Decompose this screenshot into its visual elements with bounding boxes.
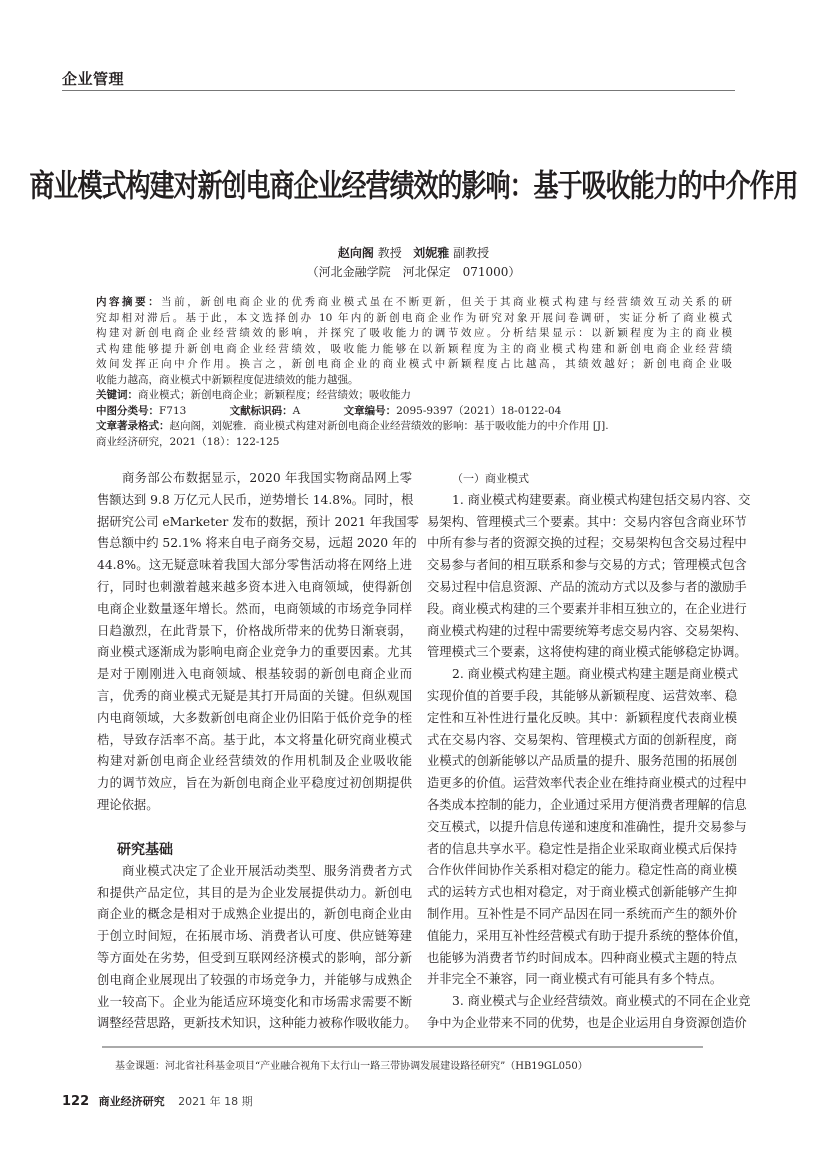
- abstract-label: 内容摘要：: [96, 296, 162, 308]
- author-name: 赵向阁: [337, 246, 374, 260]
- paragraph-themes: [427, 664, 747, 991]
- text-line: 交易参与者间的相互联系和参与交易的方式；管理模式包含: [427, 558, 747, 573]
- basis-paragraph: [97, 861, 417, 1035]
- abstract-line: [96, 373, 732, 389]
- abstract-line: [96, 311, 732, 327]
- text-line: 易架构、管理模式三个要素。其中：交易内容包含商业环节: [427, 514, 747, 529]
- abstract-text: 构建对新创电商企业经营绩效的影响，并探究了吸收能力的调节效应。分析结果显示：以新颖程度为主的商业模: [96, 327, 732, 339]
- text-line: 于创立时间短，在拓展市场、消费者认可度、供应链筹建: [97, 929, 412, 944]
- doc-code-value: A: [292, 404, 301, 417]
- clc-value: F713: [159, 404, 187, 417]
- affiliation: （河北金融学院 河北保定 071000）: [306, 265, 521, 279]
- abstract-line: [96, 295, 732, 311]
- text-line: 售总额中约 52.1% 将来自电子商务交易，远超 2020 年的: [97, 536, 417, 551]
- text-line: 构建对新创电商企业经营绩效的作用机制及企业吸收能: [97, 754, 412, 769]
- text-line: 和提供产品定位，其目的是为企业发展提供动力。新创电: [97, 885, 412, 900]
- article-number-value: 2095-9397（2021）18-0122-04: [396, 404, 562, 417]
- text-line: 理论依据。: [97, 797, 159, 812]
- page-number: 122: [62, 1094, 90, 1109]
- abstract-text: 效间发挥正向中介作用。换言之，新创电商企业的商业模式中新颖程度占比越高，其绩效越好；新创电商企业吸: [96, 358, 732, 370]
- text-line: 交易过程中信息资源、产品的流动方式以及参与者的激励手: [427, 579, 747, 594]
- paragraph-elements: [427, 490, 751, 664]
- doc-code-label: 文献标识码：: [229, 404, 293, 417]
- citation: [96, 419, 732, 435]
- right-column: [427, 468, 751, 1035]
- text-line: 中所有参与者的资源交换的过程；交易架构包含交易过程中: [427, 536, 747, 551]
- abstract-line: [96, 342, 732, 358]
- abstract-text: 式构建能够提升新创电商企业经营绩效，吸收能力能够在以新颖程度为主的商业模式构建和新创电商企业经营绩: [96, 342, 732, 355]
- text-line: 造更多的价值。运营效率代表企业在维持商业模式的过程中: [427, 776, 747, 791]
- text-line: 等方面处在劣势，但受到互联网经济模式的影响，部分新: [97, 950, 412, 965]
- author-role: 教授: [377, 246, 402, 260]
- text-line: 商务部公布数据显示，2020 年我国实物商品网上零: [122, 471, 412, 485]
- clc-label: 中图分类号：: [96, 404, 159, 417]
- subsection-heading: （一）商业模式: [452, 472, 529, 485]
- abstract-block: [96, 295, 732, 450]
- abstract-text: 究却相对滞后。基于此，本文选择创办 10 年内的新创电商企业作为研究对象开展问卷调研，实证分析了商业模式: [96, 311, 732, 324]
- text-line: 内电商领域，大多数新创电商企业仍旧陷于低价竞争的桎: [97, 710, 412, 725]
- text-line: 业一较高下。企业为能适应环境变化和市场需求需要不断: [97, 994, 412, 1009]
- text-line: 调整经营思路，更新技术知识，这种能力被称作吸收能力。: [97, 1016, 417, 1031]
- keywords: [96, 388, 732, 404]
- text-line: 商业模式逐渐成为影响电商企业竞争力的重要因素。尤其: [97, 645, 412, 660]
- text-line: 2. 商业模式构建主题。商业模式构建主题是商业模式: [452, 667, 739, 682]
- text-line: 也能够为消费者节约时间成本。四种商业模式主题的特点: [427, 950, 737, 965]
- text-line: 言，优秀的商业模式无疑是其打开局面的关键。但纵观国: [97, 688, 412, 703]
- section-heading: 研究基础: [117, 841, 173, 858]
- text-line: 据研究公司 eMarketer 发布的数据，预计 2021 年我国零: [97, 514, 419, 529]
- abstract-text: 当前，新创电商企业的优秀商业模式虽在不断更新，但关于其商业模式构建与经营绩效互动关系的研: [161, 296, 732, 308]
- text-line: 管理模式三个要素，这将使构建的商业模式能够稳定协调。: [427, 645, 747, 660]
- text-line: 创电商企业展现出了较强的市场竞争力，并能够与成熟企: [97, 972, 412, 987]
- text-line: 梏，导致存活率不高。基于此，本文将量化研究商业模式: [97, 732, 412, 747]
- text-line: 售额达到 9.8 万亿元人民币，逆势增长 14.8%。同时，根: [97, 492, 414, 507]
- text-line: 值能力，采用互补性经营模式有助于提升系统的整体价值，: [427, 928, 747, 943]
- text-line: 1. 商业模式构建要素。商业模式构建包括交易内容、交: [452, 492, 751, 507]
- keywords-label: 关键词：: [96, 389, 138, 401]
- text-line: 商业模式决定了企业开展活动类型、服务消费者方式: [122, 863, 412, 878]
- text-line: 者的信息共享水平。稳定性是指企业采取商业模式后保持: [427, 841, 737, 856]
- text-line: 各类成本控制的能力，企业通过采用方便消费者理解的信息: [427, 797, 747, 812]
- text-line: 段。商业模式构建的三个要素并非相互独立的，在企业进行: [427, 601, 747, 616]
- intro-paragraph: [97, 468, 419, 817]
- citation-line-1: 赵向阁，刘妮雅．商业模式构建对新创电商企业经营绩效的影响：基于吸收能力的中介作用 [J].: [169, 420, 609, 432]
- paragraph-performance: [427, 991, 751, 1035]
- section-tag: 企业管理: [62, 70, 125, 88]
- abstract-line: [96, 326, 732, 342]
- funding-note: 基金课题：河北省社科基金项目“产业融合视角下太行山一路三带协调发展建设路径研究”（HB19GL050）: [115, 1061, 588, 1072]
- classification-row: [96, 404, 732, 420]
- footnote-divider: [102, 1046, 703, 1048]
- abstract-text: 收能力越高，商业模式中新颖程度促进绩效的能力越强。: [96, 373, 359, 386]
- text-line: 式的运转方式也相对稳定，对于商业模式创新能够产生抑: [427, 885, 737, 900]
- text-line: 合作伙伴间协作关系相对稳定的能力。稳定性高的商业模: [427, 863, 737, 878]
- abstract-line: [96, 357, 732, 373]
- text-line: 44.8%。这无疑意味着我国大部分零售活动将在网络上进: [97, 558, 412, 573]
- citation-line-2: 商业经济研究，2021（18）：122-125: [96, 435, 280, 448]
- citation-label: 文章著录格式：: [96, 420, 170, 432]
- keywords-value: 商业模式；新创电商企业；新颖程度；经营绩效；吸收能力: [138, 389, 411, 401]
- text-line: 日趋激烈，在此背景下，价格战所带来的优势日渐衰弱，: [97, 623, 412, 638]
- text-line: 业模式的创新能够以产品质量的提升、服务范围的拓展创: [427, 754, 737, 769]
- abstract: [96, 295, 732, 388]
- text-line: 商企业的概念是相对于成熟企业提出的，新创电商企业由: [97, 907, 412, 922]
- text-line: 是对于刚刚进入电商领域、根基较弱的新创电商企业而: [97, 667, 412, 682]
- journal-name: 商业经济研究: [98, 1095, 165, 1108]
- text-line: 并非完全不兼容，同一商业模式有可能具有多个特点。: [427, 972, 723, 987]
- text-line: 商业模式构建的过程中需要统筹考虑交易内容、交易架构、: [427, 623, 747, 638]
- authors: [0, 244, 827, 261]
- page-footer: [62, 1093, 253, 1109]
- header-divider: [62, 90, 735, 91]
- article-title: 商业模式构建对新创电商企业经营绩效的影响：基于吸收能力的中介作用: [29, 167, 798, 204]
- text-line: 交互模式，以提升信息传递和速度和准确性，提升交易参与: [427, 819, 747, 834]
- text-line: 实现价值的首要手段，其能够从新颖程度、运营效率、稳: [427, 688, 737, 703]
- text-line: 3. 商业模式与企业经营绩效。商业模式的不同在企业竞: [452, 994, 751, 1009]
- text-line: 定性和互补性进行量化反映。其中：新颖程度代表商业模: [427, 710, 737, 725]
- text-line: 制作用。互补性是不同产品因在同一系统而产生的额外价: [427, 906, 737, 921]
- author-name: 刘妮雅: [413, 246, 450, 260]
- author-role: 副教授: [453, 246, 490, 260]
- left-column: [97, 468, 419, 1035]
- article-number-label: 文章编号：: [343, 404, 397, 417]
- text-line: 电商企业数量逐年增长。然而，电商领域的市场竞争同样: [97, 601, 412, 616]
- text-line: 行，同时也刺激着越来越多资本进入电商领域，使得新创: [97, 579, 412, 594]
- text-line: 争中为企业带来不同的优势，也是企业运用自身资源创造价: [427, 1015, 747, 1030]
- text-line: 式在交易内容、交易架构、管理模式方面的创新程度，商: [427, 732, 737, 747]
- text-line: 力的调节效应，旨在为新创电商企业平稳度过初创期提供: [97, 776, 412, 791]
- issue: 2021 年 18 期: [178, 1095, 253, 1108]
